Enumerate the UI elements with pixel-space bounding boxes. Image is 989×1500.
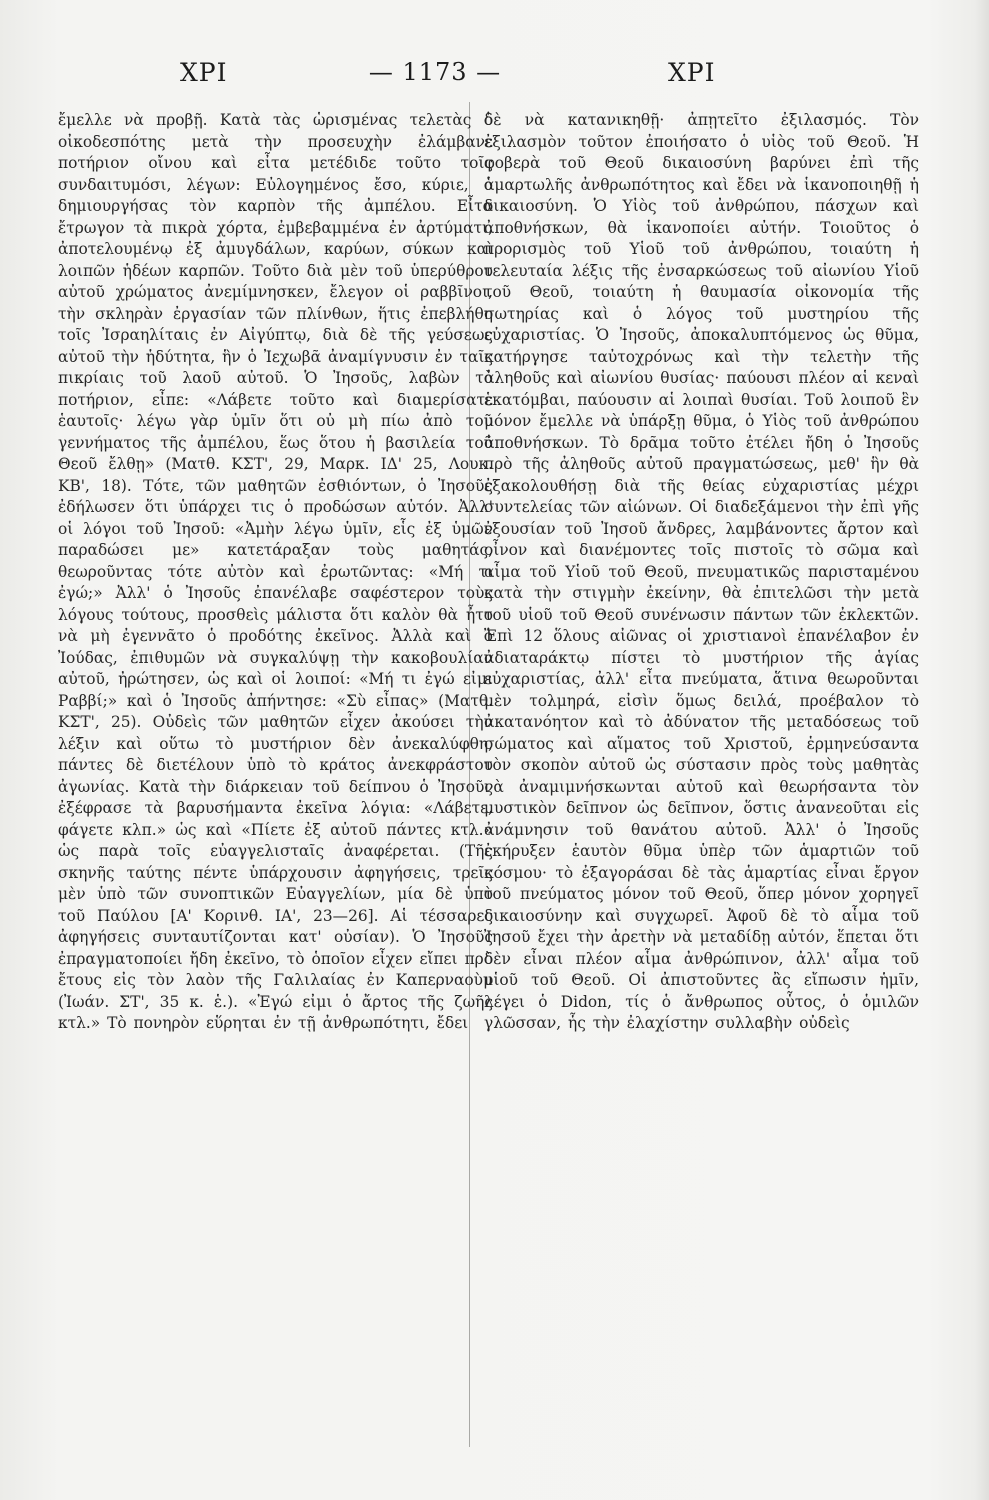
right-column-text: δὲ νὰ κατανικηθῇ· ἀπῃτεῖτο ἐξιλασμός. Τὸν ἐξιλασμὸν τοῦτον ἐποιήσατο ὁ υἱὸς τοῦ Θεοῦ. Ἡ φοβερὰ τοῦ Θεοῦ δικαιοσύνη βαρύνει ἐπὶ τῆς ἁμαρτωλῆς ἀνθρωπότητος καὶ ἔδει νὰ ἱκανοποιηθῇ ἡ δικαιοσύνη. Ὁ Υἱὸς τοῦ ἀνθρώπου, πάσχων καὶ ἀποθνήσκων, θὰ ἱκανοποίει αὐτήν. Τοιοῦτος ὁ προρισμὸς τοῦ Υἱοῦ τοῦ ἀνθρώπου, τοιαύτη ἡ τελευταία λέξις τῆς ἐνσαρκώσεως τοῦ αἰωνίου Υἱοῦ τοῦ Θεοῦ, τοιαύτη ἡ θαυμασία οἰκονομία τῆς σωτηρίας καὶ ὁ λόγος τοῦ μυστηρίου τῆς εὐχαριστίας. Ὁ Ἰησοῦς, ἀποκαλυπτόμενος ὡς θῦμα, κατήργησε ταὐτοχρόνως καὶ τὴν τελετὴν τῆς ἀληθοῦς καὶ αἰωνίου θυσίας· παύουσι πλέον αἱ κεναὶ ἑκατόμβαι, παύουσιν αἱ λοιπαὶ θυσίαι. Τοῦ λοιποῦ ἓν μόνον ἔμελλε νὰ ὑπάρξῃ θῦμα, ὁ Υἱὸς τοῦ ἀνθρώπου ἀποθνήσκων. Τὸ δρᾶμα τοῦτο ἐτέλει ἤδη ὁ Ἰησοῦς πρὸ τῆς ἀληθοῦς αὐτοῦ πραγματώσεως, μεθ' ἣν θὰ ἐξακολουθήσῃ διὰ τῆς θείας εὐχαριστίας μέχρι συντελείας τῶν αἰώνων. Οἱ διαδεξάμενοι τὴν ἐπὶ γῆς ἐξουσίαν τοῦ Ἰησοῦ ἄνδρες, λαμβάνοντες ἄρτον καὶ οἶνον καὶ διανέμοντες τοῖς πιστοῖς τὸ σῶμα καὶ αἷμα τοῦ Υἱοῦ τοῦ Θεοῦ, πνευματικῶς παρισταμένου κατὰ τὴν στιγμὴν ἐκείνην, θὰ ἐπιτελῶσι τὴν μετὰ τοῦ υἱοῦ τοῦ Θεοῦ συνένωσιν πάντων τῶν ἐκλεκτῶν. Ἐπὶ 12 ὅλους αἰῶνας οἱ χριστιανοὶ ἐπανέλαβον ἐν ἀδιαταράκτῳ πίστει τὸ μυστήριον τῆς ἁγίας εὐχαριστίας, ἀλλ' εἶτα πνεύματα, ἅτινα θεωροῦνται μὲν τολμηρά, εἰσὶν ὅμως δειλά, προέβαλον τὸ ἀκατανόητον καὶ τὸ ἀδύνατον τῆς μεταδόσεως τοῦ σώματος καὶ αἵματος τοῦ Χριστοῦ, ἑρμηνεύσαντα τὸν σκοπὸν αὐτοῦ ὡς σύστασιν πρὸς τοὺς μαθητὰς νὰ ἀναμιμνήσκωνται αὐτοῦ καὶ θεωρήσαντα τὸν μυστικὸν δεῖπνον ὡς δεῖπνον, ὅστις ἀνανεοῦται εἰς ἀνάμνησιν τοῦ θανάτου αὐτοῦ. Ἀλλ' ὁ Ἰησοῦς ἐκήρυξεν ἑαυτὸν θῦμα ὑπὲρ τῶν ἁμαρτιῶν τοῦ κόσμου· τὸ ἐξαγοράσαι δὲ τὰς ἁμαρτίας εἶναι ἔργον τοῦ πνεύματος μόνον τοῦ Θεοῦ, ὅπερ μόνον χορηγεῖ δικαιοσύνην καὶ συγχωρεῖ. Ἀφοῦ δὲ τὸ αἷμα τοῦ Ἰησοῦ ἔχει τὴν ἀρετὴν νὰ μεταδίδῃ αὐτόν, ἕπεται ὅτι δὲν εἶναι πλέον αἷμα ἀνθρώπινον, ἀλλ' αἷμα τοῦ υἱοῦ τοῦ Θεοῦ. Οἱ ἀπιστοῦντες ἂς εἴπωσιν ἡμῖν, λέγει ὁ Didon, τίς ὁ ἄνθρωπος οὗτος, ὁ ὁμιλῶν γλῶσσαν, ἧς τὴν ἐλαχίστην συλλαβὴν οὐδεὶς — [484, 111, 919, 1032]
right-text-column — [484, 110, 919, 1035]
left-text-column — [58, 110, 493, 1035]
page-header — [0, 52, 989, 98]
running-head-right: ΧΡΙ — [668, 58, 716, 87]
page-number: — 1173 — — [368, 58, 502, 86]
page-edge-shadow — [975, 0, 989, 1500]
left-column-text: ἔμελλε νὰ προβῇ. Κατὰ τὰς ὡρισμένας τελετὰς ὁ οἰκοδεσπότης μετὰ τὴν προσευχὴν ἐλάμβανε ποτήριον οἴνου καὶ εἶτα μετέδιδε τοῦτο τοῖς συνδαιτυμόσι, λέγων: Εὐλογημένος ἔσο, κύριε, ὁ δημιουργήσας τὸν καρπὸν τῆς ἀμπέλου. Εἶτα ἔτρωγον τὰ πικρὰ χόρτα, ἐμβεβαμμένα ἐν ἀρτύματι, ἀποτελουμένῳ ἐξ ἀμυγδάλων, καρύων, σύκων καὶ λοιπῶν ἡδέων καρπῶν. Τοῦτο διὰ μὲν τοῦ ὑπερύθρου αὐτοῦ χρώματος ἀνεμίμνησκεν, ἔλεγον οἱ ραββῖνοι, τὴν σκληρὰν ἐργασίαν τῶν πλίνθων, ἥτις ἐπεβλήθη τοῖς Ἰσραηλίταις ἐν Αἰγύπτῳ, διὰ δὲ τῆς γεύσεως αὐτοῦ τὴν ἡδύτητα, ἣν ὁ Ἰεχωβᾶ ἀναμίγνυσιν ἐν ταῖς πικρίαις τοῦ λαοῦ αὐτοῦ. Ὁ Ἰησοῦς, λαβὼν τὸ ποτήριον, εἶπε: «Λάβετε τοῦτο καὶ διαμερίσατε ἑαυτοῖς· λέγω γὰρ ὑμῖν ὅτι οὐ μὴ πίω ἀπὸ τοῦ γεννήματος τῆς ἀμπέλου, ἕως ὅτου ἡ βασιλεία τοῦ Θεοῦ ἔλθῃ» (Ματθ. ΚΣΤ', 29, Μαρκ. ΙΔ' 25, Λουκ. ΚΒ', 18). Τότε, τῶν μαθητῶν ἐσθιόντων, ὁ Ἰησοῦς ἐδήλωσεν ὅτι ὑπάρχει τις ὁ προδώσων αὐτόν. Ἀλλ' οἱ λόγοι τοῦ Ἰησοῦ: «Ἀμὴν λέγω ὑμῖν, εἷς ἐξ ὑμῶν παραδώσει με» κατετάραξαν τοὺς μαθητάς, θεωροῦντας τότε αὐτὸν καὶ ἐρωτῶντας: «Μή τι ἐγώ;» Ἀλλ' ὁ Ἰησοῦς ἐπανέλαβε σαφέστερον τοὺς λόγους τούτους, προσθεὶς μάλιστα ὅτι καλὸν θὰ ἦτο νὰ μὴ ἐγεννᾶτο ὁ προδότης ἐκεῖνος. Ἀλλὰ καὶ ὁ Ἰούδας, ἐπιθυμῶν νὰ συγκαλύψῃ τὴν κακοβουλίαν αὐτοῦ, ἠρώτησεν, ὡς καὶ οἱ λοιποί: «Μή τι ἐγώ εἰμι Ραββί;» καὶ ὁ Ἰησοῦς ἀπήντησε: «Σὺ εἶπας» (Ματθ. ΚΣΤ', 25). Οὐδεὶς τῶν μαθητῶν εἶχεν ἀκούσει τὴν λέξιν καὶ οὕτω τὸ μυστήριον δὲν ἀνεκαλύφθη, πάντες δὲ διετέλουν ὑπὸ τὸ κράτος ἀνεκφράστου ἀγωνίας. Κατὰ τὴν διάρκειαν τοῦ δείπνου ὁ Ἰησοῦς ἐξέφρασε τὰ βαρυσήμαντα ἐκεῖνα λόγια: «Λάβετε, φάγετε κλπ.» ὡς καὶ «Πίετε ἐξ αὐτοῦ πάντες κτλ.» ὡς παρὰ τοῖς εὐαγγελισταῖς ἀναφέρεται. (Τῆς σκηνῆς ταύτης πέντε ὑπάρχουσιν ἀφηγήσεις, τρεῖς μὲν ὑπὸ τῶν συνοπτικῶν Εὐαγγελίων, μία δὲ ὑπὸ τοῦ Παύλου [Α' Κορινθ. ΙΑ', 23—26]. Αἱ τέσσαρες ἀφηγήσεις συνταυτίζονται κατ' οὐσίαν). Ὁ Ἰησοῦς ἐπραγματοποίει ἤδη ἐκεῖνο, τὸ ὁποῖον εἶχεν εἴπει πρὸ ἔτους εἰς τὸν λαὸν τῆς Γαλιλαίας ἐν Καπερναοὺμ (Ἰωάν. ΣΤ', 35 κ. ἑ.). «Ἐγώ εἰμι ὁ ἄρτος τῆς ζωῆς κτλ.» Τὸ πονηρὸν εὕρηται ἐν τῇ ἀνθρωπότητι, ἔδει — [58, 111, 493, 1032]
running-head-left: ΧΡΙ — [180, 58, 228, 87]
